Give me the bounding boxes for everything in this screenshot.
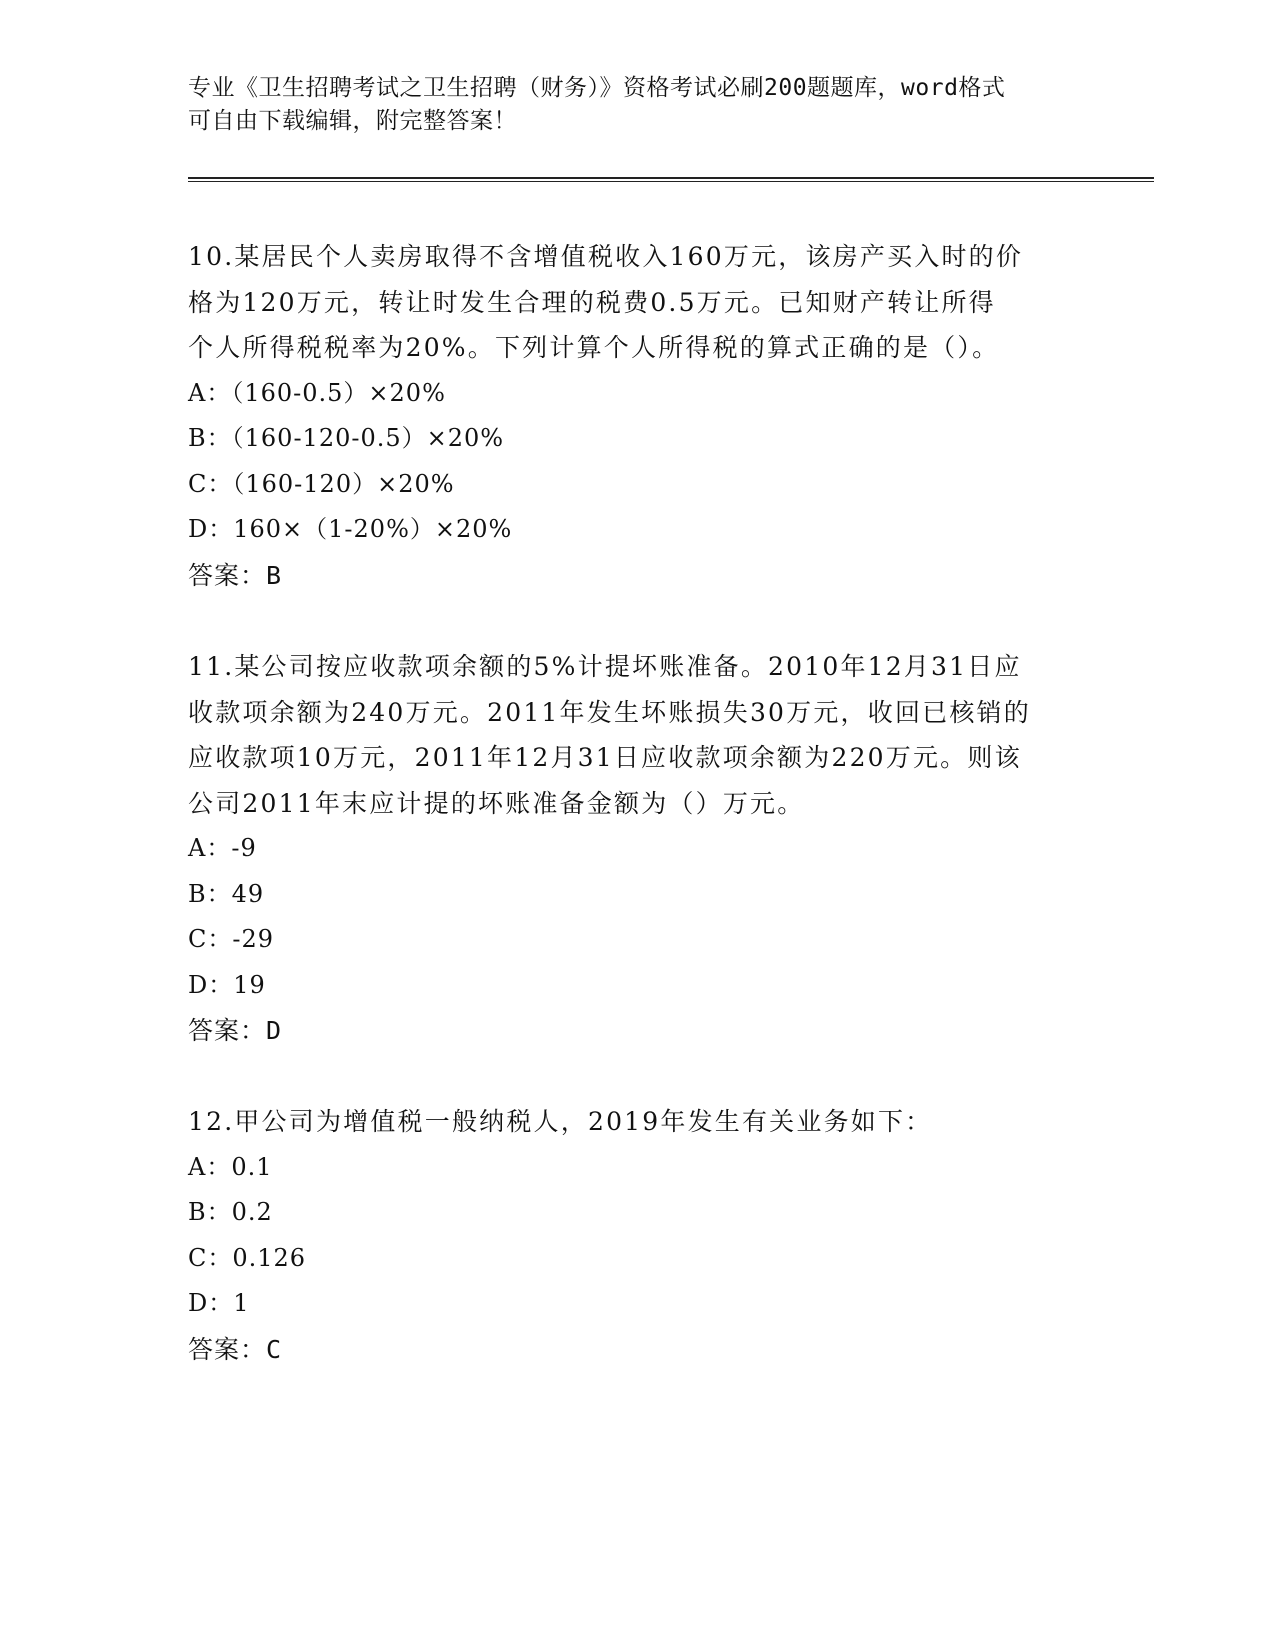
header-line-1: 专业《卫生招聘考试之卫生招聘（财务）》资格考试必刷200题题库，word格式 [188,75,1006,101]
header-divider-thin [188,181,1154,182]
option-c: C：（160-120）×20% [188,469,455,498]
option-b: B：49 [188,879,265,908]
question-11 [188,644,1088,1054]
option-b: B：（160-120-0.5）×20% [188,424,505,452]
answer-line: 答案：B [188,560,283,590]
option-d: D：1 [188,1289,250,1317]
option-a: A：0.1 [188,1152,273,1181]
question-stem-line: 10.某居民个人卖房取得不含增值税收入160万元，该房产买入时的价 [188,242,1024,271]
question-12 [188,1099,1088,1372]
question-10 [188,234,1088,598]
option-b: B：0.2 [188,1198,273,1226]
option-d: D：19 [188,970,266,999]
question-stem-line: 收款项余额为240万元。2011年发生坏账损失30万元，收回已核销的 [188,697,1031,727]
header-line-2: 可自由下载编辑，附完整答案！ [188,108,517,134]
question-stem-line: 应收款项10万元，2011年12月31日应收款项余额为220万元。则该 [188,743,1022,772]
option-c: C：0.126 [188,1243,307,1272]
option-a: A：-9 [188,834,257,862]
option-a: A：（160-0.5）×20% [188,378,446,407]
question-stem-line: 12.甲公司为增值税一般纳税人，2019年发生有关业务如下： [188,1107,933,1136]
header-divider [188,177,1154,179]
question-stem-line: 公司2011年末应计提的坏账准备金额为（）万元。 [188,788,805,818]
document-header [188,72,1068,138]
question-stem-line: 个人所得税税率为20%。下列计算个人所得税的算式正确的是（）。 [188,333,1000,362]
option-c: C：-29 [188,925,275,953]
option-d: D：160×（1-20%）×20% [188,515,513,543]
question-stem-line: 格为120万元，转让时发生合理的税费0.5万元。已知财产转让所得 [188,287,996,317]
answer-line: 答案：C [188,1334,283,1364]
answer-line: 答案：D [188,1016,283,1045]
question-stem-line: 11.某公司按应收款项余额的5%计提坏账准备。2010年12月31日应 [188,652,1022,681]
